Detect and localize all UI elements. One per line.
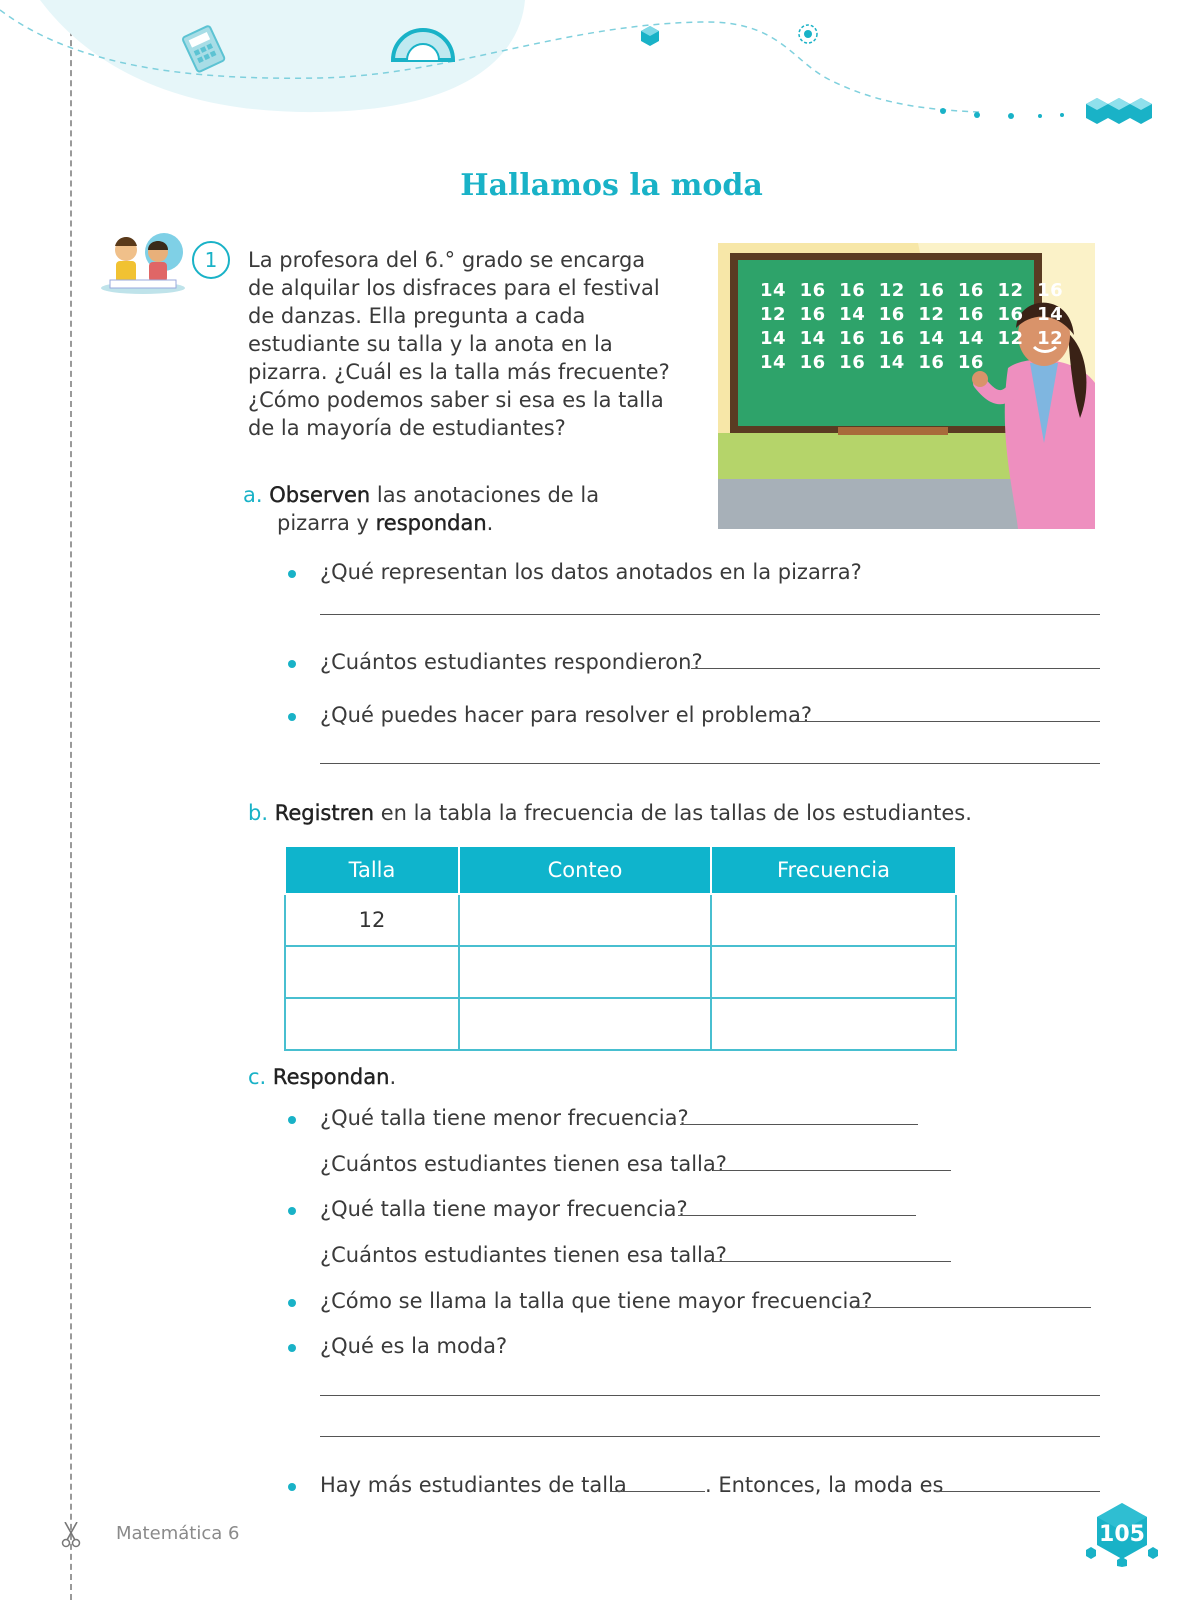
part-c-instruction [248,1063,396,1091]
answer-line[interactable] [611,1491,705,1492]
bullet [288,1116,296,1124]
answer-line[interactable] [935,1491,1100,1492]
part-a-text: pizarra y [277,511,376,535]
table-cell[interactable] [285,946,459,998]
board-row: 14 16 16 12 16 16 12 16 [760,280,1064,301]
table-row [285,998,956,1050]
answer-line[interactable] [713,1170,951,1171]
part-a-verb-observen: Observen [269,483,371,507]
question-a1: ¿Qué representan los datos anotados en la pizarra? [320,560,862,584]
bullet [288,660,296,668]
answer-line[interactable] [678,1215,916,1216]
frequency-table [284,845,957,1051]
part-a-instruction-line2 [277,509,493,537]
board-row: 12 16 14 16 12 16 16 14 [760,304,1064,325]
question-c1b: ¿Cuántos estudiantes tienen esa talla? [320,1152,727,1176]
question-a2: ¿Cuántos estudiantes respondieron? [320,650,703,674]
answer-line[interactable] [680,1124,918,1125]
table-cell[interactable] [711,894,956,946]
answer-line[interactable] [320,763,1100,764]
table-cell[interactable] [459,998,711,1050]
table-row [285,894,956,946]
bullet [288,1483,296,1491]
part-b-letter: b. [248,801,269,825]
bullet [288,1344,296,1352]
part-a-instruction [243,481,683,509]
question-c5-part2: . Entonces, la moda es [705,1473,944,1497]
part-c-verb: Respondan [272,1065,390,1089]
table-cell[interactable] [459,894,711,946]
page-title: Hallamos la moda [460,168,763,203]
page-number-badge [1085,1497,1159,1567]
question-c1: ¿Qué talla tiene menor frecuencia? [320,1106,689,1130]
part-a-text: las anotaciones de la [370,483,600,507]
answer-line[interactable] [853,1307,1091,1308]
question-c5-part1: Hay más estudiantes de talla [320,1473,627,1497]
part-c-letter: c. [248,1065,267,1089]
table-header-frecuencia: Frecuencia [711,846,956,894]
answer-line[interactable] [793,721,1100,722]
table-cell[interactable] [285,998,459,1050]
page-number: 105 [1099,1522,1145,1547]
question-c3: ¿Cómo se llama la talla que tiene mayor frecuencia? [320,1289,873,1313]
answer-line[interactable] [320,1395,1100,1396]
bullet [288,570,296,578]
part-a-letter: a. [243,483,263,507]
book-title: Matemática 6 [116,1523,240,1544]
answer-line[interactable] [713,1261,951,1262]
header-decoration [0,0,1193,130]
bullet [288,713,296,721]
part-b-instruction [248,799,972,827]
board-row: 14 14 16 16 14 14 12 12 [760,328,1064,349]
answer-line[interactable] [691,668,1100,669]
bullet [288,1299,296,1307]
kids-reading-icon [100,232,186,296]
board-row: 14 16 16 14 16 16 [760,352,984,373]
table-header-row [285,846,956,894]
table-cell[interactable] [711,946,956,998]
part-b-verb: Registren [274,801,375,825]
cubes-icon [1086,98,1152,124]
cut-line [70,0,72,1600]
table-row [285,946,956,998]
scissors-icon [60,1522,82,1548]
table-header-conteo: Conteo [459,846,711,894]
table-header-talla: Talla [285,846,459,894]
table-cell[interactable] [711,998,956,1050]
part-a-verb-respondan: respondan [375,511,487,535]
activity-intro: La profesora del 6.° grado se encarga de alquilar los disfraces para el festival de danzas. Ella pregunta a cada estudiante su talla y la anota en la pizarra. ¿Cuál es la talla más frecuente? ¿Cómo podemos saber si esa es la talla de la mayoría de estudiantes? [248,248,670,440]
period: . [389,1065,397,1089]
period: . [486,511,494,535]
activity-number: 1 [192,241,230,279]
question-c2: ¿Qué talla tiene mayor frecuencia? [320,1197,688,1221]
cube-icon [641,26,659,46]
answer-line[interactable] [320,1436,1100,1437]
part-b-text: en la tabla la frecuencia de las tallas de los estudiantes. [374,801,972,825]
question-a3: ¿Qué puedes hacer para resolver el problema? [320,703,813,727]
bullet [288,1207,296,1215]
answer-line[interactable] [320,614,1100,615]
question-c4: ¿Qué es la moda? [320,1334,508,1358]
table-cell[interactable] [459,946,711,998]
table-cell: 12 [285,894,459,946]
question-c2b: ¿Cuántos estudiantes tienen esa talla? [320,1243,727,1267]
